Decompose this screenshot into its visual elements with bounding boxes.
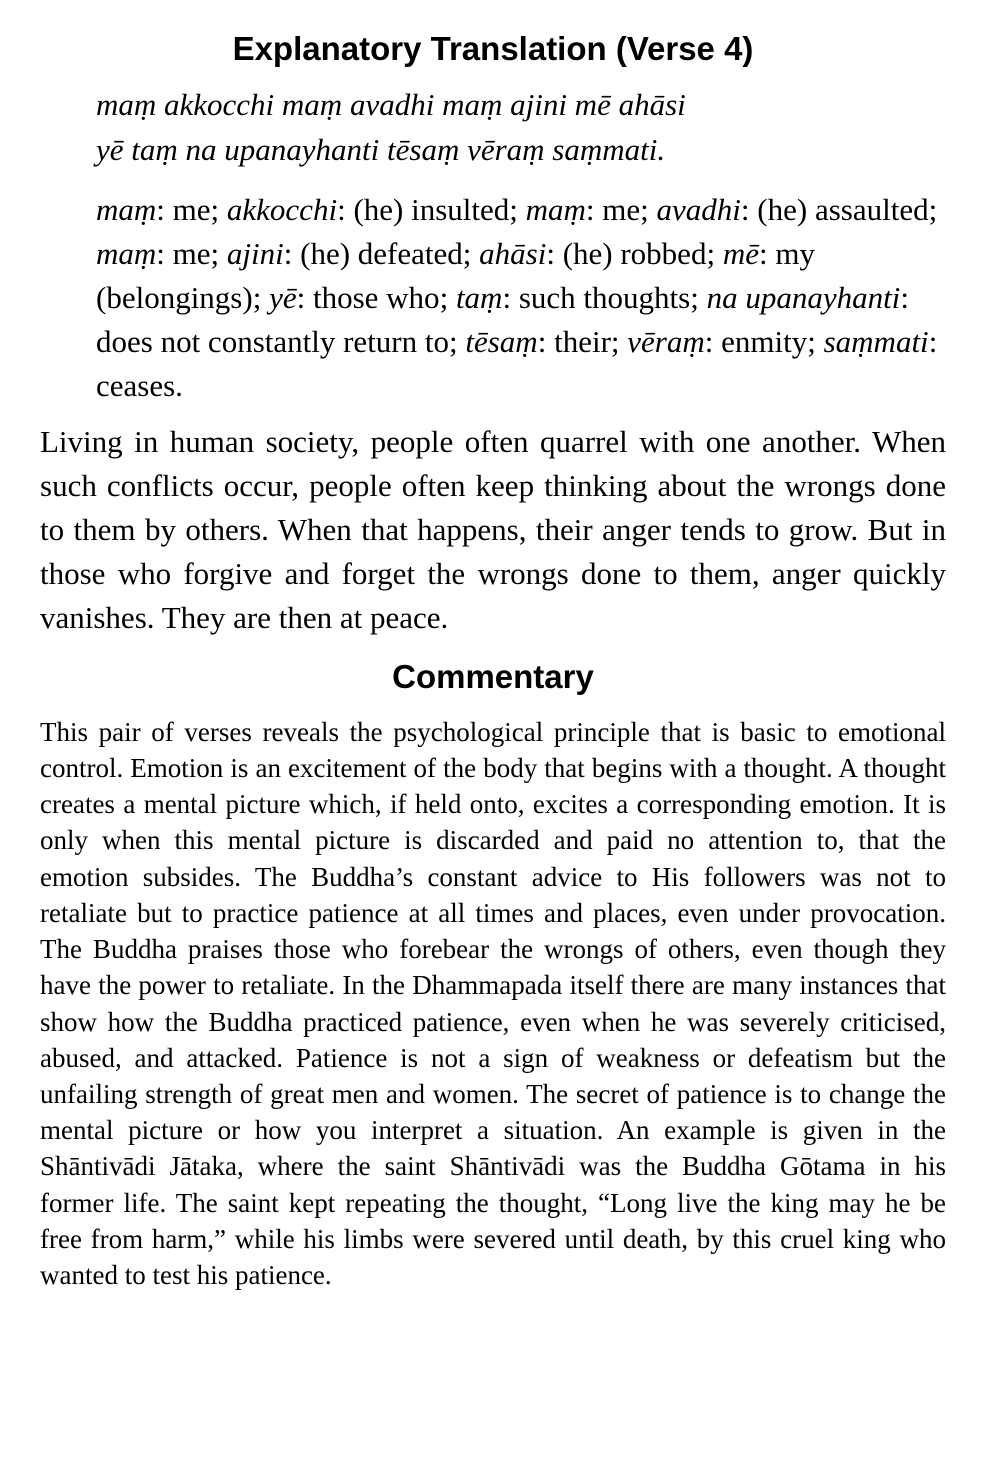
gloss-entry: akkocchi: (he) insulted; — [226, 191, 526, 227]
gloss-meaning: ceases. — [96, 367, 183, 403]
gloss-meaning: their — [554, 323, 611, 359]
gloss-entry: ajini: (he) defeated; — [226, 235, 480, 271]
gloss-meaning: those who — [312, 279, 440, 315]
gloss-entry: taṃ: such thoughts; — [455, 279, 707, 315]
gloss-term: vēraṃ — [627, 323, 705, 359]
gloss-entry: mē: my (belongings); — [96, 235, 815, 315]
commentary-heading: Commentary — [392, 657, 594, 695]
gloss-meaning: me — [172, 235, 211, 271]
section-title: Explanatory Translation (Verse 4) — [232, 30, 754, 67]
gloss-entry: ahāsi: (he) robbed; — [479, 235, 723, 271]
gloss-term: maṃ — [96, 191, 157, 227]
gloss-term: maṃ — [525, 191, 586, 227]
gloss-entry: avadhi: (he) assaulted; — [656, 191, 938, 227]
verse-line-2: yē taṃ na upanayhanti tēsaṃ vēraṃ saṃmati. — [96, 131, 666, 167]
gloss-term: akkocchi — [226, 191, 338, 227]
gloss-meaning: (he) robbed — [562, 235, 707, 271]
gloss-term: mē — [722, 235, 759, 271]
gloss-term: ajini — [226, 235, 284, 271]
gloss-meaning: (he) assaulted — [757, 191, 929, 227]
gloss-term: yē — [269, 279, 297, 315]
gloss-term: maṃ — [96, 235, 157, 271]
translation-paragraph: Living in human society, people often quarrel with one another. When such conflicts occur, people often keep thinking about the wrongs done to them by others. When that happens, their anger tends to grow. But in those who forgive and forget the wrongs done to them, anger quickly vanishes. They are then at peace. — [40, 423, 946, 635]
gloss-meaning: (he) insulted — [353, 191, 510, 227]
page — [40, 30, 946, 1293]
gloss-meaning: me — [602, 191, 641, 227]
gloss-meaning: me — [172, 191, 211, 227]
gloss-meaning: (he) defeated — [300, 235, 463, 271]
gloss-entry: yē: those who; — [269, 279, 456, 315]
gloss-meaning: enmity — [721, 323, 808, 359]
verse-line-1: maṃ akkocchi maṃ avadhi maṃ ajini mē ahāsi — [96, 86, 686, 122]
gloss-entry: saṃmati: ceases. — [96, 323, 938, 403]
gloss-term: ahāsi — [479, 235, 547, 271]
gloss-term: avadhi — [656, 191, 741, 227]
commentary-paragraph: This pair of verses reveals the psychological principle that is basic to emotional control. Emotion is an excitement of the body that begins with a thought. A thought creates a mental picture which, if held onto, excites a corresponding emotion. It is only when this mental picture is discarded and paid no attention to, that the emotion subsides. The Buddha’s constant advice to His followers was not to retaliate but to practice patience at all times and places, even under provocation. The Buddha praises those who forebear the wrongs of others, even though they have the power to retaliate. In the Dhammapada itself there are many instances that show how the Buddha practiced patience, even when he was severely criticised, abused, and attacked. Patience is not a sign of weakness or defeatism but the unfailing strength of great men and women. The secret of patience is to change the mental picture or how you interpret a situation. An example is given in the Shāntivādi Jātaka, where the saint Shāntivādi was the Buddha Gōtama in his former life. The saint kept repeating the thought, “Long live the king may he be free from harm,” while his limbs were severed until death, by this cruel king who wanted to test his patience. — [40, 716, 946, 1290]
gloss-meaning: does not constantly return to — [96, 323, 449, 359]
word-glossary — [96, 188, 946, 408]
gloss-meaning: such thoughts — [518, 279, 691, 315]
gloss-entry: tēsaṃ: their; — [465, 323, 628, 359]
gloss-entry: na upanayhanti: does not constantly return to; — [96, 279, 909, 359]
gloss-entry: maṃ: me; — [525, 191, 657, 227]
gloss-meaning: my (belongings) — [96, 235, 815, 315]
gloss-entry: maṃ: me; — [96, 191, 227, 227]
gloss-entry: vēraṃ: enmity; — [627, 323, 824, 359]
gloss-term: na upanayhanti — [706, 279, 901, 315]
gloss-term: taṃ — [455, 279, 503, 315]
gloss-term: tēsaṃ — [465, 323, 538, 359]
gloss-entry: maṃ: me; — [96, 235, 227, 271]
pali-verse — [96, 82, 946, 172]
gloss-term: saṃmati — [823, 323, 929, 359]
